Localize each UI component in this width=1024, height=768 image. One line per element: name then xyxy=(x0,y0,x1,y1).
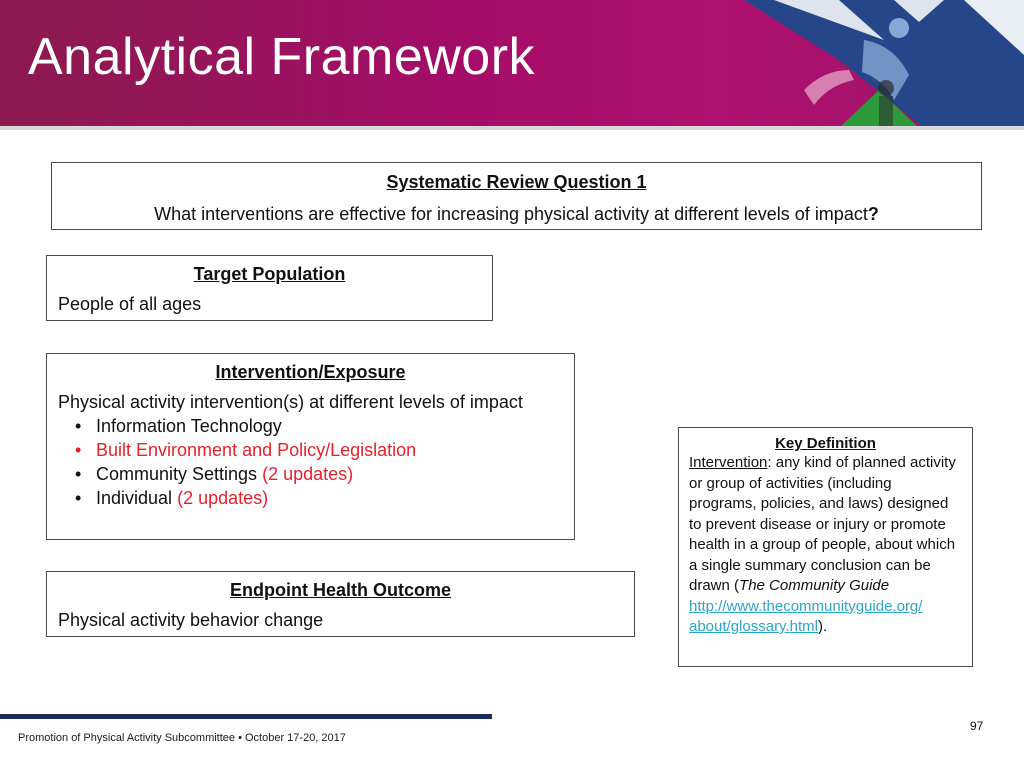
endpoint-outcome-box xyxy=(46,571,635,637)
list-item-label: Information Technology xyxy=(96,416,282,436)
key-definition-text xyxy=(689,453,962,638)
target-population-heading: Target Population xyxy=(193,264,346,284)
bullet-icon: • xyxy=(75,440,82,460)
bullet-icon: • xyxy=(75,464,82,484)
definition-body: : any kind of planned activity or group of activities (including programs, policies, and laws) designed to prevent disease or injury or promote health in a group of people, about which a single summary conclusion can be drawn ( xyxy=(689,454,956,594)
definition-source: The Community Guide xyxy=(739,577,890,594)
list-item xyxy=(75,462,563,486)
update-note: (2 updates) xyxy=(177,488,269,508)
intervention-box xyxy=(46,353,575,540)
list-item-label: Community Settings xyxy=(96,464,258,484)
key-definition-heading: Key Definition xyxy=(775,435,876,452)
footer-text: Promotion of Physical Activity Subcommittee • October 17-20, 2017 xyxy=(18,732,346,744)
question-mark: ? xyxy=(867,204,879,224)
endpoint-text: Physical activity behavior change xyxy=(58,610,324,630)
target-population-text: People of all ages xyxy=(58,294,202,314)
list-item xyxy=(75,414,563,438)
footer-rule xyxy=(0,714,492,719)
slide-title: Analytical Framework xyxy=(28,28,536,86)
endpoint-heading: Endpoint Health Outcome xyxy=(229,580,451,600)
banner-graphic xyxy=(744,0,1024,128)
list-item-label: Built Environment and Policy/Legislation xyxy=(96,440,417,460)
list-item xyxy=(75,486,563,510)
banner-divider xyxy=(0,126,1024,130)
intervention-heading: Intervention/Exposure xyxy=(215,362,406,382)
target-population-box xyxy=(46,255,493,321)
glossary-link-line2: about/glossary.html xyxy=(689,618,818,635)
list-item xyxy=(75,438,563,462)
definition-term: Intervention xyxy=(689,454,768,471)
intervention-list xyxy=(58,414,563,510)
bullet-icon: • xyxy=(75,488,82,508)
review-question-heading: Systematic Review Question 1 xyxy=(386,172,647,192)
page-number: 97 xyxy=(970,719,984,733)
definition-closing: ). xyxy=(817,618,828,635)
glossary-link-line1: http://www.thecommunityguide.org/ xyxy=(689,597,923,615)
review-question-body: What interventions are effective for increasing physical activity at different levels of impact xyxy=(154,204,868,224)
review-question-box xyxy=(51,162,982,230)
review-question-text xyxy=(52,203,981,225)
intervention-text: Physical activity intervention(s) at different levels of impact xyxy=(58,392,523,412)
list-item-label: Individual xyxy=(96,488,173,508)
title-banner xyxy=(0,0,1024,128)
update-note: (2 updates) xyxy=(262,464,354,484)
bullet-icon: • xyxy=(75,416,82,436)
key-definition-box xyxy=(678,427,973,667)
glossary-link[interactable] xyxy=(689,598,922,636)
